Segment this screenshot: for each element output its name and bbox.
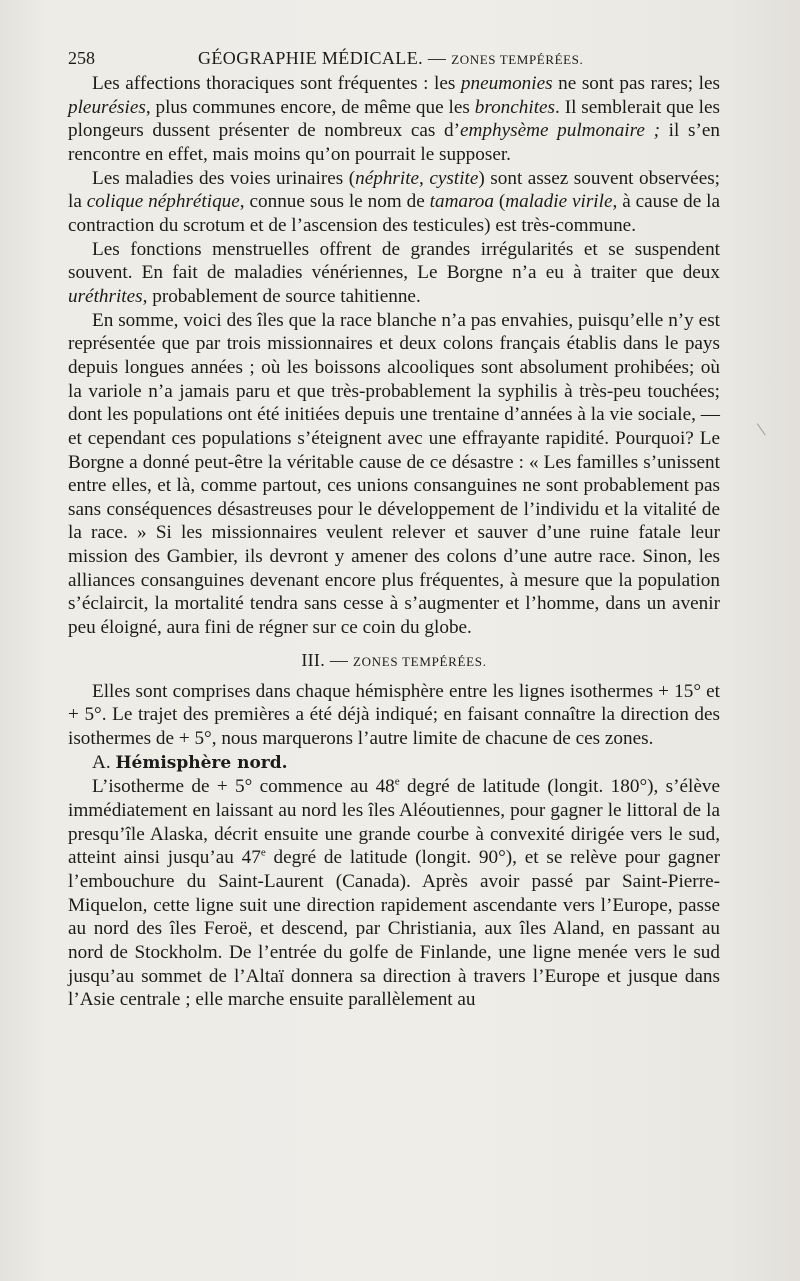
italic-term: uréthrites (68, 285, 143, 307)
running-title-dash: — (427, 48, 447, 68)
italic-term: pneumonies (460, 73, 553, 94)
text-run: , plus communes encore, de même que les (145, 96, 475, 118)
subsection-title: Hémisphère nord. (115, 752, 288, 773)
text-run: Les maladies des voies urinaires ( (92, 167, 356, 189)
section-title: ZONES TEMPÉRÉES. (352, 653, 487, 669)
page-content (68, 44, 720, 1012)
running-title-sub: ZONES TEMPÉRÉES. (451, 52, 584, 67)
running-head (68, 44, 720, 72)
paragraph-menstrual (68, 238, 720, 309)
text-run: L’isotherme de + 5° commence au 48 (92, 776, 395, 798)
italic-term: bronchites (474, 96, 556, 118)
italic-term: emphysème pulmonaire ; (460, 120, 660, 142)
paragraph-summary: En somme, voici des îles que la race blanche n’a pas envahies, puisqu’elle n’y est représentée que par trois missionnaires et deux colons français établis dans le pays depuis longues années ; où les boissons alcooliques sont absolument prohibées; où la variole n’a jamais paru et que très-probablement la syphilis à très-peu touchées; dont les populations ont été initiées depuis une trentaine d’années à la vie sociale, — et cependant ces populations s’éteignent avec une effrayante rapidité. Pourquoi? Le Borgne a donné peut-être la véritable cause de ce désastre : « Les familles s’unissent entre elles, et là, comme partout, ces unions consanguines ne sont probablement pas sans conséquences désastreuses pour le développement de l’individu et la vitalité de la race. » Si les missionnaires veulent relever et sauver d’une ruine fatale leur mission des Gambier, ils devront y amener des colons d’une autre race. Sinon, les alliances consanguines devenant encore plus fréquentes, à mesure que la population s’éclaircit, la mortalité tendra sans cesse à s’augmenter et l’homme, dans un avenir peu éloigné, aura fini de régner sur ce coin du globe. (68, 309, 720, 639)
italic-term: tamaroa (429, 191, 494, 213)
text-run: degré de latitude (longit. 90°), et se relève pour gagner l’embouchure du Saint-Laurent (Canada). Après avoir passé par Saint-Pierre-Miquelon, cette ligne suit une direction rapidement ascendante vers l’Europe, passe au nord des îles Feroë, et descend, par Christiania, aux îles Aland, en passant au nord de Stockholm. De l’entrée du golfe de Finlande, une ligne menée vers le sud jusqu’au sommet de l’Altaï donnera sa direction à travers l’Europe et jusque dans l’Asie centrale ; elle marche ensuite parallèlement au (68, 847, 720, 1011)
italic-term: colique néphrétique (86, 191, 240, 213)
running-title (198, 44, 583, 74)
text-run: , à cause de la contraction du scrotum et de l’ascension des testicules) est très-commune. (68, 191, 720, 236)
paragraph-isotherm (68, 775, 720, 1012)
italic-term: pleurésies (68, 96, 146, 118)
superscript: e (260, 846, 266, 859)
text-run: ne sont pas rares; les (552, 73, 720, 94)
section-heading (68, 648, 720, 674)
superscript: e (394, 775, 400, 788)
text-run: ( (493, 191, 506, 213)
italic-term: néphrite, cystite (355, 167, 479, 189)
text-run: . Il semblerait que les plongeurs dussent présenter de nombreux cas d’ (68, 96, 720, 142)
paragraph-thoracic (68, 72, 720, 167)
section-dash: — (329, 649, 349, 670)
subsection-heading (68, 751, 720, 776)
page-number: 258 (68, 48, 95, 68)
subsection-letter: A. (92, 751, 111, 773)
text-run: , connue sous le nom de (239, 191, 430, 213)
facing-page-shadow (730, 0, 800, 1281)
paragraph-urinary (68, 167, 720, 238)
text-run: , probablement de source tahitienne. (142, 285, 421, 307)
text-run: il s’en rencontre en effet, mais moins qu’on pourrait le supposer. (68, 120, 720, 165)
section-numeral: III. (301, 649, 325, 670)
running-title-main: GÉOGRAPHIE MÉDICALE. (198, 48, 423, 68)
text-run: ) sont assez souvent observées; la (68, 167, 721, 213)
paragraph-zones-intro: Elles sont comprises dans chaque hémisphère entre les lignes isothermes + 15° et + 5°. Le trajet des premières a été déjà indiqué; en faisant connaître la direction des isothermes de + 5°, nous marquerons l’autre limite de chacune de ces zones. (68, 680, 720, 750)
text-run: degré de latitude (longit. 180°), s’élève immédiatement en laissant au nord les îles Aléoutiennes, pour gagner le littoral de la presqu’île Alaska, décrit ensuite une grande courbe à convexité dirigée vers le sud, atteint ainsi jusqu’au 47 (68, 776, 720, 869)
text-run: Les affections thoraciques sont fréquentes : les (92, 73, 461, 94)
text-run: Les fonctions menstruelles offrent de grandes irrégularités et se suspendent souvent. En fait de maladies vénériennes, Le Borgne n’a eu à traiter que deux (68, 238, 720, 284)
italic-term: maladie virile (505, 191, 613, 213)
